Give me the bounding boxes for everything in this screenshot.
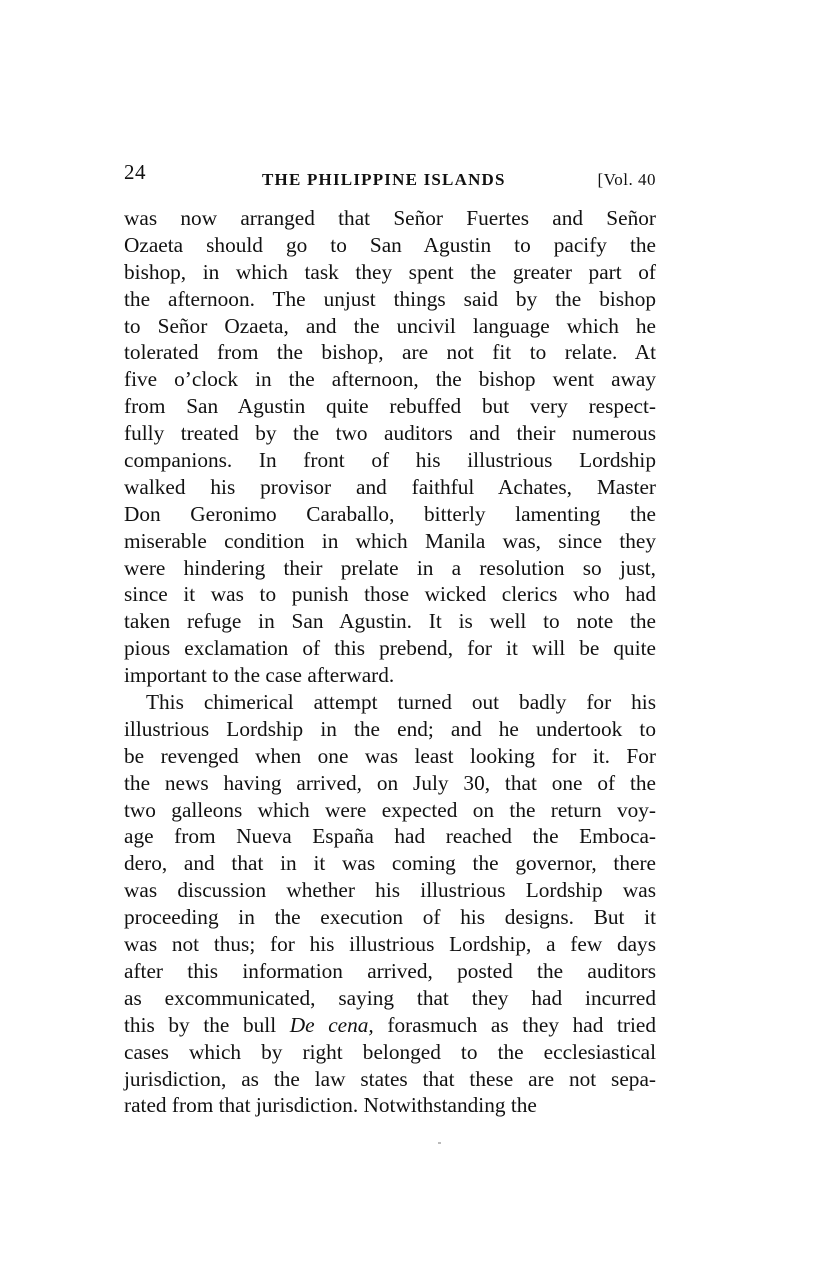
text-line [124,608,656,635]
text-segment: be revenged when one was least looking for it. For [124,743,656,768]
text-segment: dero, and that in it was coming the governor, there [124,851,656,876]
text-line [124,232,656,259]
text-line [124,447,656,474]
scan-speck [438,1142,441,1144]
text-segment: this by the bull [124,1012,290,1037]
text-segment: two galleons which were expected on the return voy- [124,797,656,822]
text-line [124,313,656,340]
text-segment: was not thus; for his illustrious Lordship, a few days [124,932,656,957]
text-segment: illustrious Lordship in the end; and he undertook to [124,716,656,741]
text-segment: after this information arrived, posted the auditors [124,958,656,983]
text-segment: the afternoon. The unjust things said by the bishop [124,286,656,311]
text-line [124,581,656,608]
page-number: 24 [124,160,146,184]
text-line [124,1066,656,1093]
text-segment: age from Nueva España had reached the Emboca- [124,824,656,849]
text-line [124,1092,656,1119]
text-line [124,743,656,770]
text-line [124,1039,656,1066]
text-segment: pious exclamation of this prebend, for it will be quite [124,636,656,661]
text-line [124,420,656,447]
text-segment: taken refuge in San Agustin. It is well to note the [124,609,656,634]
text-line [124,662,656,689]
text-segment: miserable condition in which Manila was, since they [124,528,656,553]
text-line [124,850,656,877]
text-line [124,259,656,286]
text-segment: companions. In front of his illustrious Lordship [124,448,656,473]
text-segment: was discussion whether his illustrious Lordship was [124,878,656,903]
text-line [124,877,656,904]
text-line [124,716,656,743]
text-line [124,797,656,824]
text-line [124,528,656,555]
text-line [124,339,656,366]
text-segment: cases which by right belonged to the ecclesiastical [124,1039,656,1064]
body-text [124,205,656,1119]
text-segment: proceeding in the execution of his designs. But it [124,905,656,930]
text-segment: walked his provisor and faithful Achates, Master [124,474,656,499]
text-segment: from San Agustin quite rebuffed but very respect- [124,394,656,419]
text-line [124,1012,656,1039]
text-line [124,689,656,716]
text-segment: important to the case afterward. [124,663,395,688]
text-line [124,958,656,985]
running-title: THE PHILIPPINE ISLANDS [262,170,506,189]
running-head [124,160,656,190]
text-segment: were hindering their prelate in a resolution so just, [124,555,656,580]
text-segment: was now arranged that Señor Fuertes and Señor [124,206,656,230]
text-line [124,474,656,501]
text-segment: This chimerical attempt turned out badly for his [146,690,656,715]
text-segment: tolerated from the bishop, are not fit to relate. At [124,340,656,365]
text-segment: forasmuch as they had tried [373,1012,657,1037]
text-line [124,823,656,850]
text-segment: rated from that jurisdiction. Notwithstanding the [124,1093,537,1118]
text-line [124,985,656,1012]
text-segment: fully treated by the two auditors and their numerous [124,421,656,446]
text-line [124,904,656,931]
text-line [124,931,656,958]
text-segment: the news having arrived, on July 30, that one of the [124,770,656,795]
text-line [124,555,656,582]
text-segment: jurisdiction, as the law states that these are not sepa- [124,1066,656,1091]
text-segment: as excommunicated, saying that they had incurred [124,985,656,1010]
text-segment: Ozaeta should go to San Agustin to pacify the [124,232,656,257]
text-segment: to Señor Ozaeta, and the uncivil language which he [124,313,656,338]
italic-title: De cena, [289,1012,374,1037]
text-line [124,635,656,662]
text-segment: bishop, in which task they spent the greater part of [124,259,656,284]
text-line [124,286,656,313]
text-line [124,366,656,393]
text-line [124,770,656,797]
text-segment: since it was to punish those wicked clerics who had [124,582,656,607]
text-line [124,393,656,420]
text-line [124,205,656,232]
text-segment: Don Geronimo Caraballo, bitterly lamenting the [124,501,656,526]
volume-label: [Vol. 40 [597,170,656,189]
text-segment: five o’clock in the afternoon, the bishop went away [124,367,656,392]
text-line [124,501,656,528]
